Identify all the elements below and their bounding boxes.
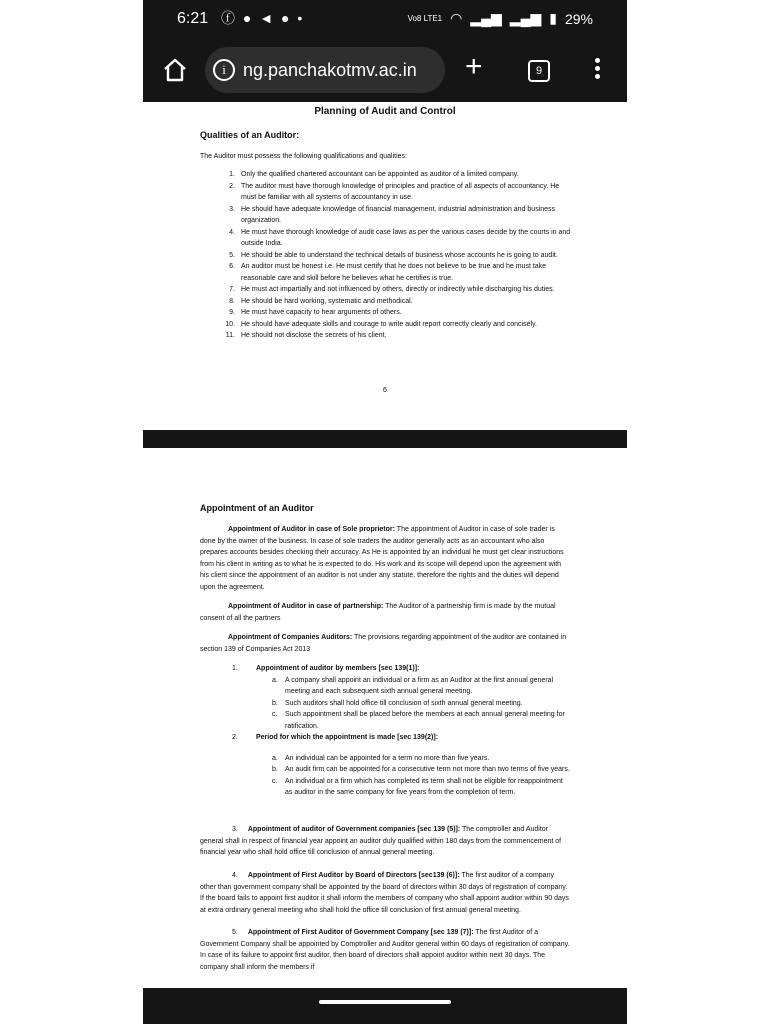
list-item: 6. An auditor must be honest i.e. He must certify that he does not believe to be true and he must take reasonable care and skill before he believes what he certifies is true. (229, 263, 547, 282)
battery-level: 29% (564, 10, 593, 27)
section-heading: Qualities of an Auditor: (200, 130, 300, 140)
facebook-icon: ⓕ (221, 10, 237, 26)
address-bar[interactable] (205, 47, 445, 93)
page-separator (143, 430, 627, 448)
signal-icon: ▂▄▆ (470, 10, 502, 26)
url-text[interactable]: ng.panchakotmv.ac.in (243, 59, 417, 80)
status-time: 6:21 (177, 10, 209, 27)
companies-paragraph: Appointment of Companies Auditors: The provisions regarding appointment of the auditor are contained in section 139 of Companies Act 2013 (200, 634, 567, 653)
list-item: 1. Only the qualified chartered accountant can be appointed as auditor of a limited company. (229, 171, 519, 178)
home-gesture-handle[interactable] (319, 1000, 451, 1004)
status-bar (143, 0, 627, 40)
section-139-1 (200, 663, 570, 799)
list-item: 3. He should have adequate knowledge of financial management, industrial administration and business organization. (229, 205, 556, 224)
list-item: c. An individual or a firm which has completed its term shall not be eligible for reappointment as auditor in the same company for five years from the completion of term. (272, 777, 563, 796)
partnership-paragraph: Appointment of Auditor in case of partnership: The Auditor of a partnership firm is made by the mutual consent of all the partners (200, 603, 556, 622)
list-item: 1. Appointment of auditor by members [sec 139(1)]: (232, 665, 420, 672)
list-item: 2. Period for which the appointment is made [sec 139(2)]: (232, 734, 439, 741)
page-number: 6 (383, 387, 387, 394)
telegram-icon: ◄ (259, 10, 276, 26)
browser-toolbar (143, 40, 627, 102)
list-item: a. An individual can be appointed for a term no more than five years. (272, 754, 490, 762)
list-item: b. Such auditors shall hold office till conclusion of sixth annual general meeting. (272, 699, 523, 707)
dot-icon: • (297, 10, 305, 26)
list-item: 8. He should be hard working, systematic and methodical. (229, 297, 413, 305)
document-page-1 (143, 102, 627, 430)
home-icon[interactable] (161, 56, 189, 84)
list-item: c. Such appointment shall be placed before the members at each annual general meeting for ratification. (272, 711, 565, 730)
list-item: 4. He must have thorough knowledge of audit case laws as per the various cases decide by the courts in and outside India. (229, 228, 571, 247)
message-icon: ● (281, 10, 292, 26)
list-item: a. A company shall appoint an individual or a firm as an Auditor at the first annual general meeting and each subsequent sixth annual general meeting. (272, 676, 554, 695)
list-item: 10. He should have adequate skills and courage to write audit report correctly clearly and concisely. (225, 320, 537, 328)
section-139-5: 3. Appointment of auditor of Government companies [sec 139 (5)]: The comptroller and Auditor general shall in respect of financial year appoint an auditor duly qualified within 180 days from the commencement of financial year who shall hold office till conclusion of annual general meeting. (200, 826, 562, 856)
qualities-list (213, 169, 573, 342)
volte-icon: Vo8 LTE1 (407, 13, 443, 23)
chat-icon: ● (242, 10, 254, 26)
list-item: 2. The auditor must have thorough knowledge of principles and practice of all aspects of accountancy. He must be familiar with all systems of accountancy in use. (229, 182, 560, 201)
site-info-icon[interactable]: i (213, 59, 235, 81)
list-item: 11. He should not disclose the secrets of his client. (225, 332, 387, 339)
new-tab-icon[interactable]: + (465, 50, 483, 83)
section-139-6: 4. Appointment of First Auditor by Board of Directors [sec139 (6)]: The first auditor of a company other than government company shall be appointed by the board of directors within 30 days of registration of company. If the board fails to appoint first auditor it shall inform the members of company who shall appoint auditor within 90 days at extra ordinary general meeting who shall hold the office till conclusion of first annual general meeting. (200, 872, 569, 914)
page-title: Planning of Audit and Control (314, 106, 456, 117)
list-item: 9. He must have capacity to hear arguments of others. (229, 309, 402, 316)
section-heading: Appointment of an Auditor (200, 503, 314, 513)
section-139-7: 5. Appointment of First Auditor of Government Company [sec 139 (7)]: The first Auditor of a Government Company shall be appointed by Comptroller and Auditor general within 60 days of registration of company. In case of its failure to appoint first auditor, then board of directors shall appoint auditor within next 30 days. The company shall inform the members if (200, 929, 570, 971)
gesture-nav-bar (143, 988, 627, 1024)
document-page-2 (143, 448, 627, 988)
phone-screen (143, 0, 627, 1024)
intro-text: The Auditor must possess the following qualifications and qualities: (200, 153, 408, 160)
list-item: 7. He must act impartially and not influenced by others, directly or indirectly while discharging his duties. (229, 286, 555, 293)
tab-switcher-button[interactable]: 9 (528, 60, 550, 82)
wifi-icon: ◠ (450, 10, 463, 26)
list-item: b. An audit firm can be appointed for a consecutive term not more than two terms of five years. (272, 766, 570, 773)
battery-icon: ▮ (549, 10, 557, 26)
status-right (408, 10, 593, 27)
notification-icons (221, 8, 304, 28)
list-item: 5. He should be able to understand the technical details of business whose accounts he is going to audit. (229, 251, 558, 259)
sole-proprietor-paragraph: Appointment of Auditor in case of Sole proprietor: The appointment of Auditor in case of sole trader is done by the owner of the business. In case of sole traders the auditor generally acts as an accountant who also prepares accounts besides checking their accuracy. As He is appointed by an individual he must get clear instructions from his client in writing as to what he is expected to do. His work and its scope will depend upon the agreement with his client since the appointment of an auditor is not under any statute, therefore the rights and the duties will depend upon the agreement. (200, 526, 564, 591)
overflow-menu-icon[interactable] (595, 58, 601, 82)
signal-icon-2: ▂▄▆ (509, 10, 542, 26)
